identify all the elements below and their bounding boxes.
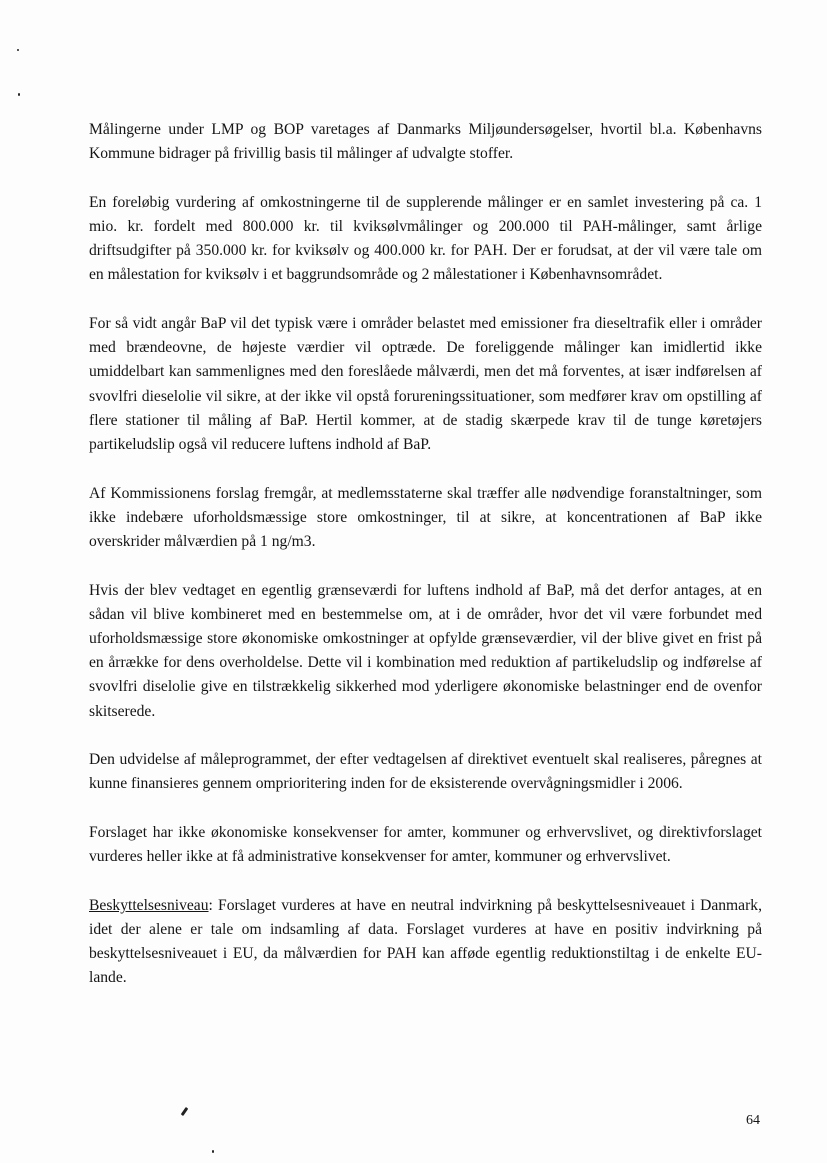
paragraph-programme-expansion: Den udvidelse af måleprogrammet, der efter vedtagelsen af direktivet eventuelt skal realiseres, påregnes at kunne finansieres gennem omprioritering inden for de eksisterende overvågningsmidler i 2006. bbox=[89, 751, 762, 793]
protection-level-text: Forslaget vurderes at have en neutral indvirkning på beskyttelsesniveauet i Danmark, idet der alene er tale om indsamling af data. Forslaget vurderes at have en positiv indvirkning på beskyttelsesniveauet i EU, da målværdien for PAH kan afføde egentlig reduktionstiltag i de enkelte EU-lande. bbox=[89, 896, 762, 987]
paragraph-economic-consequences: Forslaget har ikke økonomiske konsekvenser for amter, kommuner og erhvervslivet, og direktivforslaget vurderes heller ikke at få administrative konsekvenser for amter, kommuner og erhvervslivet. bbox=[89, 824, 762, 866]
paragraph-limit-value: Hvis der blev vedtaget en egentlig grænseværdi for luftens indhold af BaP, må det derfor antages, at en sådan vil blive kombineret med en bestemmelse om, at i de områder, hvor det vil være forbundet med uforholdsmæssige store økonomiske omkostninger at opfylde grænseværdier, vil der blive givet en frist på en årrække for dens overholdelse. Dette vil i kombination med reduktion af partikeludslip og indførelse af svovlfri diselolie give en tilstrækkelig sikkerhed mod yderligere økonomiske belastninger end de ovenfor skitserede. bbox=[89, 581, 762, 720]
paragraph-protection-level bbox=[89, 894, 762, 991]
paragraph-measurements: Målingerne under LMP og BOP varetages af Danmarks Miljøundersøgelser, hvortil bl.a. Københavns Kommune bidrager på frivillig basis til målinger af udvalgte stoffer. bbox=[89, 121, 762, 163]
scan-speck bbox=[17, 49, 19, 51]
scan-speck bbox=[212, 1150, 214, 1153]
paragraph-cost-estimate: En foreløbig vurdering af omkostningerne til de supplerende målinger er en samlet investering på ca. 1 mio. kr. fordelt med 800.000 kr. til kviksølvmålinger og 200.000 til PAH-målinger, samt årlige driftsudgifter på 350.000 kr. for kviksølv og 400.000 kr. for PAH. Der er forudsat, at der vil være tale om en målestation for kviksølv i et baggrundsområde og 2 målestationer i Københavnsområdet. bbox=[89, 193, 762, 284]
protection-level-heading: Beskyttelsesniveau bbox=[89, 896, 209, 914]
paragraph-bap-areas: For så vidt angår BaP vil det typisk være i områder belastet med emissioner fra dieseltrafik eller i områder med brændeovne, de højeste værdier vil optræde. De foreliggende målinger kan imidlertid ikke umiddelbart kan sammenlignes med den foreslåede målværdi, men det må forventes, at især indførelsen af svovlfri dieselolie vil sikre, at der ikke vil opstå forureningssituationer, som medfører krav om opstilling af flere stationer til måling af BaP. Hertil kommer, at de stadig skærpede krav til de tunge køretøjers partikeludslip også vil reducere luftens indhold af BaP. bbox=[89, 315, 762, 454]
scan-pen-mark bbox=[181, 1107, 189, 1116]
page-number: 64 bbox=[746, 1113, 760, 1128]
document-body bbox=[89, 118, 762, 1015]
paragraph-commission-proposal: Af Kommissionens forslag fremgår, at medlemsstaterne skal træffer alle nødvendige foranstaltninger, som ikke indebære uforholdsmæssige store omkostninger, til at sikre, at koncentrationen af BaP ikke overskrider målværdien på 1 ng/m3. bbox=[89, 484, 762, 551]
scan-speck bbox=[18, 93, 20, 96]
heading-separator: : bbox=[208, 896, 213, 914]
